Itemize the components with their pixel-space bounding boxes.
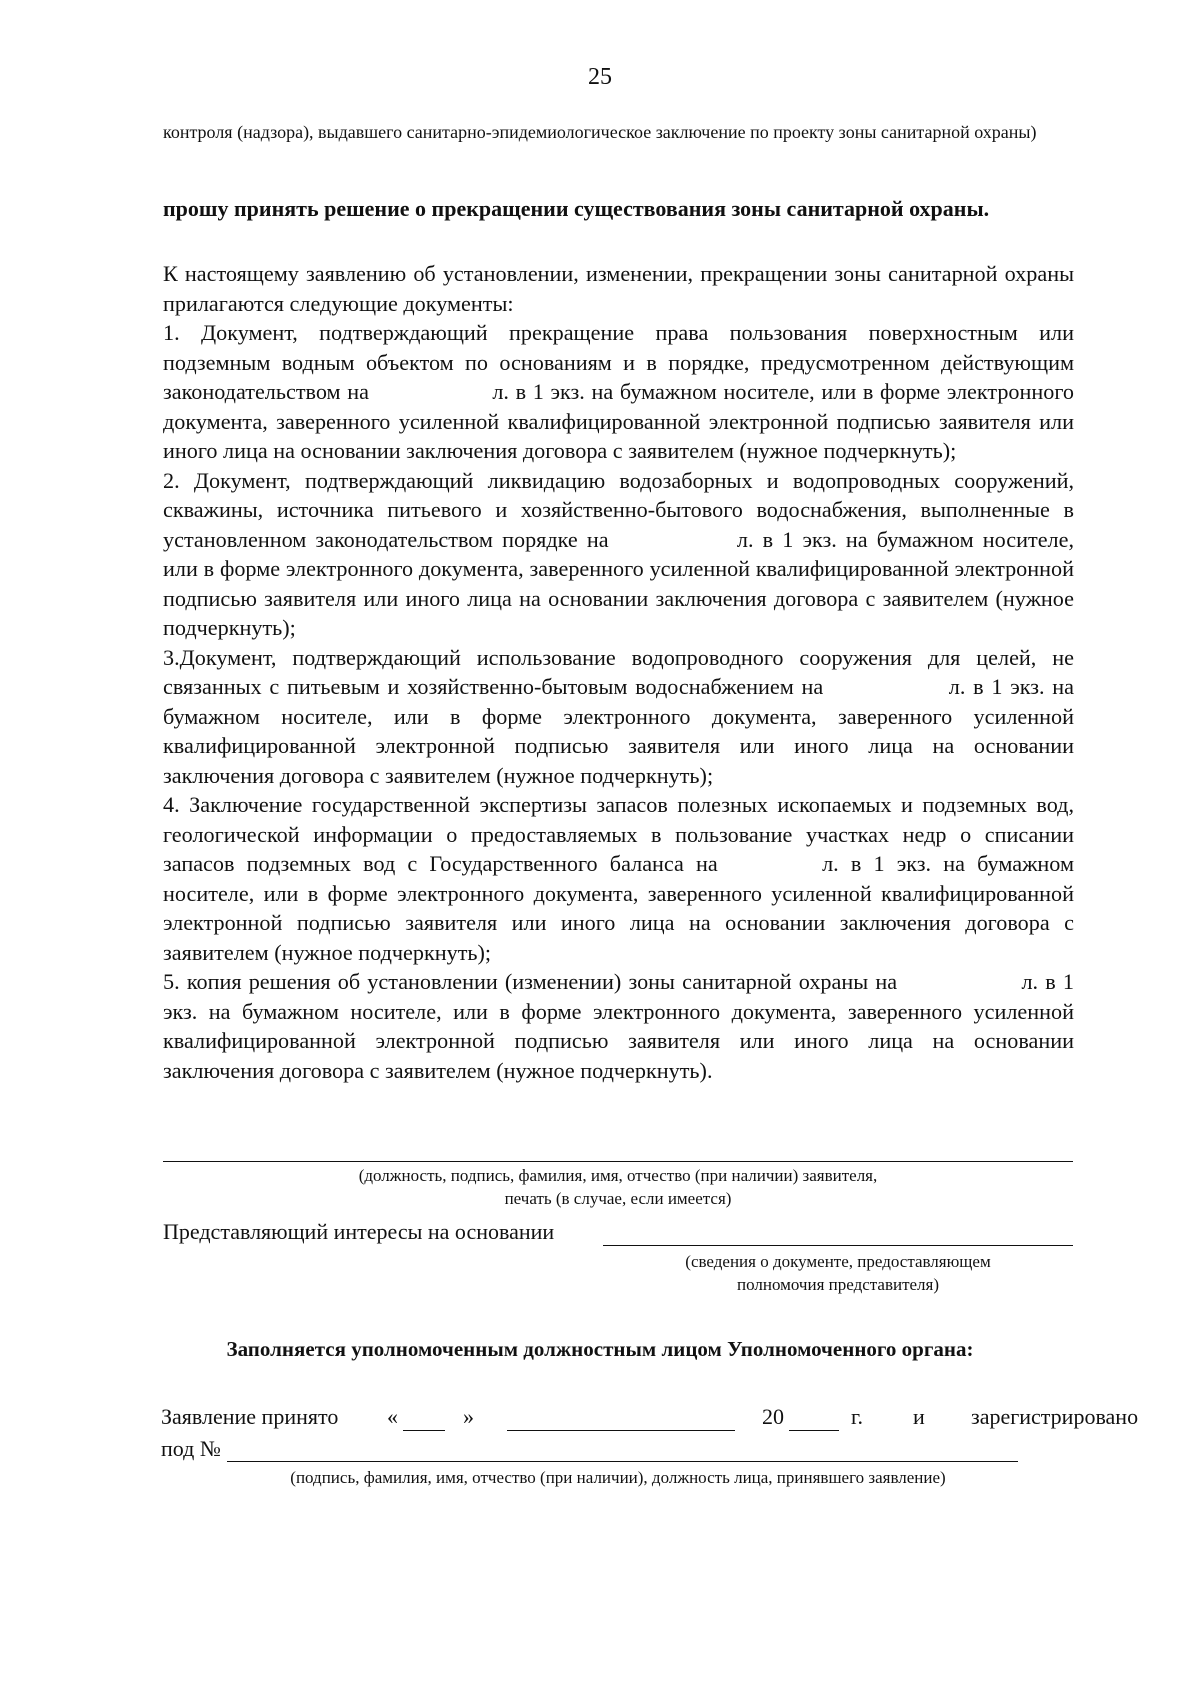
year-prefix: 20: [762, 1404, 784, 1429]
attachment-item-1-text: 1. Документ, подтверждающий прекращение права пользования поверхностным или подземным водным объектом по основаниям и в порядке, предусмотренном действующим законодательством на: [163, 320, 1074, 404]
representative-basis-line: [603, 1245, 1073, 1246]
attachment-item-5-text: 5. копия решения об установлении (изменении) зоны санитарной охраны на: [163, 969, 898, 994]
day-blank-line: [403, 1430, 445, 1431]
rep-caption-line-2: полномочия представителя): [736, 1275, 940, 1294]
attachment-item-5-tail: л. в 1 экз. на бумажном носителе, или в форме электронного документа, заверенного усиленной квалифицированной электронной подписью заявителя или иного лица на основании заключения договора с заявителем (нужное подчеркнуть).: [163, 969, 1074, 1083]
attachment-item-4-text: 4. Заключение государственной экспертизы запасов полезных ископаемых и подземных вод, геологической информации о предоставляемых в пользование участках недр о списании запасов подземных вод с Государственного баланса на: [163, 792, 1074, 876]
quote-close: »: [463, 1404, 474, 1429]
attachments-section: [163, 259, 1074, 1085]
attachment-item-4: [163, 790, 1074, 967]
attachment-item-3-text: 3.Документ, подтверждающий использование водопроводного сооружения для целей, не связанных с питьевым и хозяйственно-бытовым водоснабжением на: [163, 644, 1074, 699]
attachment-item-5: [163, 967, 1074, 1085]
applicant-caption: [163, 1164, 1073, 1210]
registered-word: зарегистрировано: [971, 1404, 1139, 1429]
intro-text: контроля (надзора), выдавшего санитарно-эпидемиологическое заключение по проекту зоны санитарной охраны): [163, 122, 1037, 142]
representative-caption: [603, 1250, 1073, 1296]
applicant-caption-line-2: печать (в случае, если имеется): [504, 1189, 732, 1208]
request-statement: прошу принять решение о прекращении существования зоны санитарной охраны.: [163, 196, 990, 221]
attachment-item-2: [163, 466, 1074, 643]
attachment-item-1-tail: л. в 1 экз. на бумажном носителе, или в форме электронного документа, заверенного усиленной квалифицированной электронной подписью заявителя или иного лица на основании заключения договора с заявителем (нужное подчеркнуть);: [163, 379, 1074, 463]
year-suffix: г.: [851, 1404, 864, 1429]
attachment-item-2-text: 2. Документ, подтверждающий ликвидацию водозаборных и водопроводных сооружений, скважины, источника питьевого и хозяйственно-бытового водоснабжения, выполненные в установленном законодательством порядке на: [163, 467, 1074, 552]
attachment-item-1: [163, 318, 1074, 466]
month-blank-line: [507, 1430, 735, 1431]
attachment-item-4-tail: л. в 1 экз. на бумажном носителе, или в форме электронного документа, заверенного усиленной квалифицированной электронной подписью заявителя или иного лица на основании заключения договора с заявителем (нужное подчеркнуть);: [163, 851, 1074, 965]
applicant-signature-line: [163, 1161, 1073, 1162]
registration-number-line: [227, 1461, 1018, 1462]
applicant-caption-line-1: (должность, подпись, фамилия, имя, отчество (при наличии) заявителя,: [358, 1166, 878, 1185]
registration-row: [161, 1404, 1161, 1438]
official-section-title: Заполняется уполномоченным должностным лицом Уполномоченного органа:: [226, 1337, 974, 1361]
attachment-item-2-tail: л. в 1 экз. на бумажном носителе, или в форме электронного документа, заверенного усиленной квалифицированной электронной подписью заявителя или иного лица на основании заключения договора с заявителем (нужное подчеркнуть);: [163, 526, 1075, 640]
attachment-item-3: [163, 643, 1074, 791]
representative-label: Представляющий интересы на основании: [163, 1219, 555, 1244]
quote-open: «: [387, 1404, 398, 1429]
accepted-label: Заявление принято: [161, 1404, 339, 1429]
official-caption: (подпись, фамилия, имя, отчество (при наличии), должность лица, принявшего заявление): [290, 1468, 946, 1487]
page-number: 25: [588, 64, 612, 90]
attachments-intro: К настоящему заявлению об установлении, изменении, прекращении зоны санитарной охраны прилагаются следующие документы:: [163, 261, 1074, 316]
and-word: и: [913, 1404, 925, 1429]
under-number-label: под №: [161, 1436, 221, 1461]
attachment-item-3-tail: л. в 1 экз. на бумажном носителе, или в форме электронного документа, заверенного усиленной квалифицированной электронной подписью заявителя или иного лица на основании заключения договора с заявителем (нужное подчеркнуть);: [163, 674, 1075, 788]
rep-caption-line-1: (сведения о документе, предоставляющем: [685, 1252, 991, 1271]
year-blank-line: [789, 1430, 839, 1431]
